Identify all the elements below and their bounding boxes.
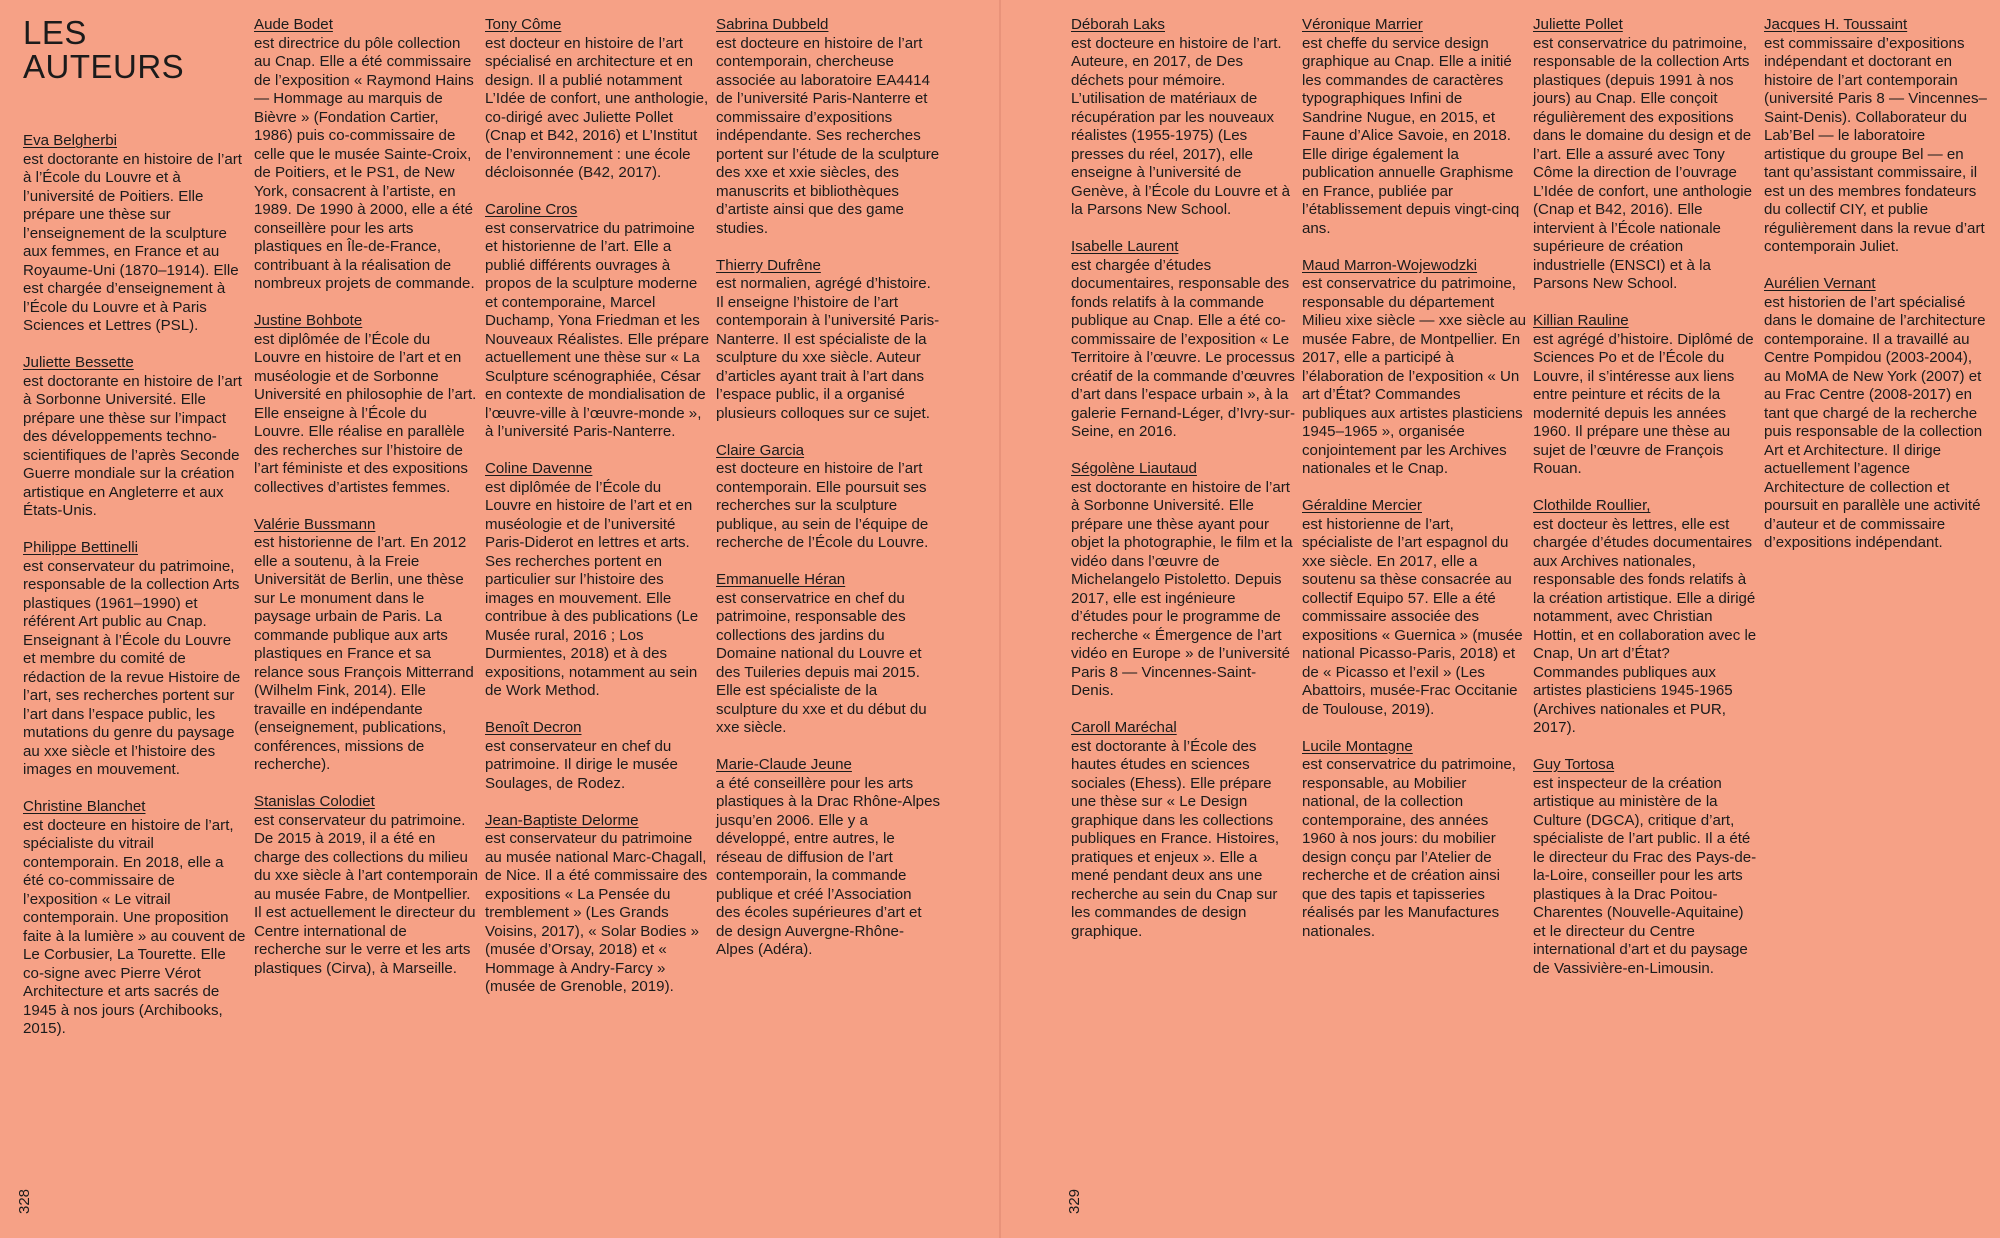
author-name: Sabrina Dubbeld [716,16,829,33]
author-entry [485,16,709,183]
author-bio: est docteur ès lettres, elle est chargée d’études documentaires aux Archives nationales, responsable des fonds relatifs à la création artistique. Elle a dirigé notamment, avec Christian Hottin, et en collaboration avec le Cnap, Un art d’État? Commandes publiques aux artistes plasticiens 1945-1965 (Archives nationales et PUR, 2017). [1533,515,1757,736]
author-entry [254,516,478,775]
page-gutter [999,0,1001,1238]
author-entry [1533,312,1757,479]
author-bio: est conservateur en chef du patrimoine. Il dirige le musée Soulages, de Rodez. [485,737,678,792]
page-title: LES AUTEURS [23,14,185,85]
author-name: Guy Tortosa [1533,756,1615,773]
column-2 [254,16,478,997]
author-entry [1764,16,1988,257]
author-entry [23,132,247,336]
author-name: Tony Côme [485,16,562,33]
author-entry [1071,719,1295,941]
author-entry [23,798,247,1039]
column-7 [1533,16,1757,997]
author-entry [1764,275,1988,553]
column-1 [23,16,247,1057]
author-bio: est doctorante en histoire de l’art à Sorbonne Université. Elle prépare une thèse sur l’impact des développements techno-scientifiques de l’après Seconde Guerre mondiale sur la création artistique en Angleterre et aux États-Unis. [23,372,242,519]
author-bio: est commissaire d’expositions indépendant et doctorant en histoire de l’art contemporain (université Paris 8 — Vincennes–Saint-Denis). Collaborateur du Lab’Bel — le laboratoire artistique du groupe Bel — en tant qu’assistant commissaire, il est un des membres fondateurs du collectif CIY, et publie régulièrement dans la revue d’art contemporain Juliet. [1764,34,1987,255]
author-name: Stanislas Colodiet [254,793,375,810]
author-bio: est doctorante en histoire de l’art à l’École du Louvre et à l’université de Poitiers. Elle prépare une thèse sur l’enseignement de la sculpture aux femmes, en France et au Royaume-Uni (1870–1914). Elle est chargée d’enseignement à l’École du Louvre et à Paris Sciences et Lettres (PSL). [23,150,242,334]
author-entry [485,812,709,997]
author-entry [716,756,940,960]
page-number-right: 329 [1066,1188,1083,1214]
author-name: Thierry Dufrêne [716,256,821,274]
author-bio: est chargée d’études documentaires, responsable des fonds relatifs à la commande publique au Cnap. Elle a été co-commissaire de l’exposition « Le Territoire à l’œuvre. Le processus créatif de la commande d’œuvres d’art dans l’espace urbain », à la galerie Fernand-Léger, d’Ivry-sur-Seine, en 2016. [1071,256,1295,440]
author-name: Caroline Cros [485,201,578,218]
author-name: Jean-Baptiste Delorme [485,811,639,829]
author-name: Benoît Decron [485,719,582,736]
author-bio: est diplômée de l’École du Louvre en histoire de l’art et en muséologie et de Sorbonne Université en philosophie de l’art. Elle enseigne à l’École du Louvre. Elle réalise en parallèle des recherches sur l’histoire de l’art féministe et des expositions collectives d’artistes femmes. [254,330,477,496]
author-bio: est conservatrice du patrimoine et historienne de l’art. Elle a publié différents ouvrages à propos de la sculpture moderne et contemporaine, Marcel Duchamp, Yona Friedman et les Nouveaux Réalistes. Elle prépare actuellement une thèse sur « La Sculpture scénographiée, César en contexte de mondialisation de l’œuvre-ville à l’œuvre-monde », à l’université Paris-Nanterre. [485,219,710,440]
author-bio: est agrégé d’histoire. Diplômé de Sciences Po et de l’École du Louvre, il s’intéresse aux liens entre peinture et récits de la modernité depuis les années 1960. Il prépare une thèse au sujet de l’œuvre de François Rouan. [1533,330,1754,477]
author-bio: est docteure en histoire de l’art contemporain, chercheuse associée au laboratoire EA4414 de l’université Paris-Nanterre et commissaire d’expositions indépendante. Ses recherches portent sur l’étude de la sculpture des xxe et xxie siècles, des manuscrits et bibliothèques d’artiste ainsi que des game studies. [716,34,940,237]
author-name: Emmanuelle Héran [716,571,846,588]
author-name: Killian Rauline [1533,312,1629,329]
author-entry [23,539,247,780]
author-bio: est docteur en histoire de l’art spécialisé en architecture et en design. Il a publié notamment L’Idée de confort, une anthologie, co-dirigé avec Juliette Pollet (Cnap et B42, 2016) et L’Institut de l’environnement : une école décloisonnée (B42, 2017). [485,34,709,181]
author-entry [485,201,709,442]
author-entry [485,460,709,701]
page-number-left: 328 [16,1188,33,1214]
author-bio: est conservateur du patrimoine au musée national Marc-Chagall, de Nice. Il a été commissaire des expositions « La Pensée du tremblement » (Les Grands Voisins, 2017), « Solar Bodies » (musée d’Orsay, 2018) et « Hommage à Andry-Farcy » (musée de Grenoble, 2019). [485,830,708,995]
author-bio: est docteure en histoire de l’art. Auteure, en 2017, de Des déchets pour mémoire. L’utilisation de matériaux de récupération par les nouveaux réalistes (1955-1975) (Les presses du réel, 2017), elle enseigne à l’université de Genève, à l’École du Louvre et à la Parsons New School. [1071,34,1290,218]
author-bio: est conservatrice du patrimoine, responsable du département Milieu xixe siècle — xxe siècle au musée Fabre, de Montpellier. En 2017, elle a participé à l’élaboration de l’exposition « Un art d’État? Commandes publiques aux artistes plasticiens 1945–1965 », organisée conjointement par les Archives nationales et le Cnap. [1302,275,1526,477]
author-bio: est historien de l’art spécialisé dans le domaine de l’architecture contemporaine. Il a travaillé au Centre Pompidou (2003-2004), au MoMA de New York (2007) et au Frac Centre (2008-2017) en tant que chargé de la recherche puis responsable de la collection Art et Architecture. Il dirige actuellement l’agence Architecture de collection et poursuit en parallèle une activité d’auteur et de commissaire d’expositions indépendant. [1764,293,1986,551]
author-name: Aude Bodet [254,16,333,33]
author-name: Claire Garcia [716,441,805,459]
author-entry [1071,460,1295,701]
author-name: Aurélien Vernant [1764,275,1876,292]
author-entry [1071,16,1295,220]
author-entry [23,354,247,521]
author-name: Maud Marron-Wojewodzki [1302,256,1478,274]
author-bio: est conservatrice en chef du patrimoine, responsable des collections des jardins du Domaine national du Louvre et des Tuileries depuis mai 2015. Elle est spécialiste de la sculpture du xxe et du début du xxe siècle. [716,589,927,736]
author-bio: est cheffe du service design graphique au Cnap. Elle a initié les commandes de caractères typographiques Infini de Sandrine Nugue, en 2015, et Faune d’Alice Savoie, en 2018. Elle dirige également la publication annuelle Graphisme en France, publiée par l’établissement depuis vingt-cinq ans. [1302,34,1520,237]
author-name: Caroll Maréchal [1071,719,1177,736]
author-entry [254,16,478,294]
author-name: Véronique Marrier [1302,16,1423,33]
author-entry [1533,16,1757,294]
column-6 [1302,16,1526,960]
author-name: Ségolène Liautaud [1071,460,1197,477]
author-entry [716,442,940,553]
column-4 [716,16,940,978]
author-name: Lucile Montagne [1302,737,1413,755]
author-name: Justine Bohbote [254,312,363,329]
author-entry [1302,16,1526,238]
author-entry [1071,238,1295,442]
author-bio: est conservatrice du patrimoine, responsable, au Mobilier national, de la collection contemporaine, des années 1960 à nos jours: du mobilier design conçu par l’Atelier de recherche et de création ainsi que des tapis et tapisseries réalisés par les Manufactures nationales. [1302,756,1516,940]
author-name: Géraldine Mercier [1302,497,1422,514]
author-name: Christine Blanchet [23,798,146,815]
author-name: Isabelle Laurent [1071,238,1179,255]
author-entry [1533,497,1757,738]
author-bio: est conservatrice du patrimoine, responsable de la collection Arts plastiques (depuis 1991 à nos jours) au Cnap. Elle conçoit régulièrement des expositions dans le domaine du design et de l’art. Elle a assuré avec Tony Côme la direction de l’ouvrage L’Idée de confort, une anthologie (Cnap et B42, 2016). Elle intervient à l’École nationale supérieure de création industrielle (ENSCI) et à la Parsons New School. [1533,34,1753,292]
column-8 [1764,16,1988,571]
author-bio: est historienne de l’art. En 2012 elle a soutenu, à la Freie Universität de Berlin, une thèse sur Le monument dans le paysage urbain de Paris. La commande publique aux arts plastiques en France et sa relance sous François Mitterrand (Wilhelm Fink, 2014). Elle travaille en indépendante (enseignement, publications, conférences, missions de recherche). [254,534,474,773]
author-entry [716,16,940,238]
author-entry [254,312,478,497]
author-entry [1302,257,1526,479]
author-entry [1533,756,1757,978]
author-name: Déborah Laks [1071,16,1165,33]
author-bio: est diplômée de l’École du Louvre en histoire de l’art et en muséologie et de l’université Paris-Diderot en lettres et arts. Ses recherches portent en particulier sur l’histoire des images en mouvement. Elle contribue à des publications (Le Musée rural, 2016 ; Los Durmientes, 2018) et à des expositions, notamment au sein de Work Method. [485,478,699,699]
author-entry [254,793,478,978]
author-name: Valérie Bussmann [254,515,376,533]
author-entry [485,719,709,793]
author-name: Clothilde Roullier, [1533,497,1651,514]
author-entry [716,257,940,424]
author-bio: est directrice du pôle collection au Cnap. Elle a été commissaire de l’exposition « Raymond Hains — Hommage au marquis de Bièvre » (Fondation Cartier, 1986) puis co-commissaire de celle que le musée Sainte-Croix, de Poitiers, et le PS1, de New York, consacrent à l’artiste, en 1989. De 1990 à 2000, elle a été conseillère pour les arts plastiques en Île-de-France, contribuant à la réalisation de nombreux projets de commande. [254,34,475,292]
author-name: Juliette Pollet [1533,16,1623,33]
author-name: Philippe Bettinelli [23,539,138,556]
author-bio: est normalien, agrégé d’histoire. Il enseigne l’histoire de l’art contemporain à l’université Paris-Nanterre. Il est spécialiste de la sculpture du xxe siècle. Auteur d’articles ayant trait à l’art dans l’espace public, il a organisé plusieurs colloques sur ce sujet. [716,275,940,422]
author-name: Eva Belgherbi [23,132,117,149]
author-name: Jacques H. Toussaint [1764,16,1908,33]
author-name: Juliette Bessette [23,354,134,371]
author-entry [716,571,940,738]
author-bio: est doctorante à l’École des hautes études en sciences sociales (Ehess). Elle prépare une thèse sur « Le Design graphique dans les collections publiques en France. Histoires, pratiques et enjeux ». Elle a mené pendant deux ans une recherche au sein du Cnap sur les commandes de design graphique. [1071,737,1280,940]
author-name: Coline Davenne [485,460,593,477]
author-bio: est docteure en histoire de l’art contemporain. Elle poursuit ses recherches sur la sculpture publique, au sein de l’équipe de recherche de l’École du Louvre. [716,460,929,551]
author-bio: est inspecteur de la création artistique au ministère de la Culture (DGCA), critique d’art, spécialiste de l’art public. Il a été le directeur du Frac des Pays-de-la-Loire, conseiller pour les arts plastiques à la Drac Poitou-Charentes (Nouvelle-Aquitaine) et le directeur du Centre international d’art et du paysage de Vassivière-en-Limousin. [1533,774,1757,977]
author-entry [1302,738,1526,942]
author-bio: a été conseillère pour les arts plastiques à la Drac Rhône-Alpes jusqu’en 2006. Elle y a développé, entre autres, le réseau de diffusion de l’art contemporain, la commande publique et créé l’Association des écoles supérieures d’art et de design Auvergne-Rhône-Alpes (Adéra). [716,774,941,958]
column-3 [485,16,709,1015]
column-5 [1071,16,1295,960]
author-name: Marie-Claude Jeune [716,756,852,773]
author-bio: est conservateur du patrimoine. De 2015 à 2019, il a été en charge des collections du milieu du xxe siècle à l’art contemporain au musée Fabre, de Montpellier. Il est actuellement le directeur du Centre international de recherche sur le verre et les arts plastiques (Cirva), à Marseille. [254,811,479,977]
author-bio: est doctorante en histoire de l’art à Sorbonne Université. Elle prépare une thèse ayant pour objet la photographie, le film et la vidéo dans l’œuvre de Michelangelo Pistoletto. Depuis 2017, elle est ingénieure d’études pour le programme de recherche « Émergence de l’art vidéo en Europe » de l’université Paris 8 — Vincennes-Saint-Denis. [1071,478,1293,699]
author-entry [1302,497,1526,719]
author-bio: est conservateur du patrimoine, responsable de la collection Arts plastiques (1961–1990) et référent Art public au Cnap. Enseignant à l’École du Louvre et membre du comité de rédaction de la revue Histoire de l’art, ses recherches portent sur l’art dans l’espace public, les mutations du genre du paysage au xxe siècle et l’histoire des images en mouvement. [23,557,241,778]
author-bio: est docteure en histoire de l’art, spécialiste du vitrail contemporain. En 2018, elle a été co-commissaire de l’exposition « Le vitrail contemporain. Une proposition faite à la lumière » au couvent de Le Corbusier, La Tourette. Elle co-signe avec Pierre Vérot Architecture et arts sacrés de 1945 à nos jours (Archibooks, 2015). [23,816,246,1037]
author-bio: est historienne de l’art, spécialiste de l’art espagnol du xxe siècle. En 2017, elle a soutenu sa thèse consacrée au collectif Equipo 57. Elle a été commissaire associée des expositions « Guernica » (musée national Picasso-Paris, 2018) et de « Picasso et l’exil » (Les Abattoirs, musée-Frac Occitanie de Toulouse, 2019). [1302,515,1523,718]
